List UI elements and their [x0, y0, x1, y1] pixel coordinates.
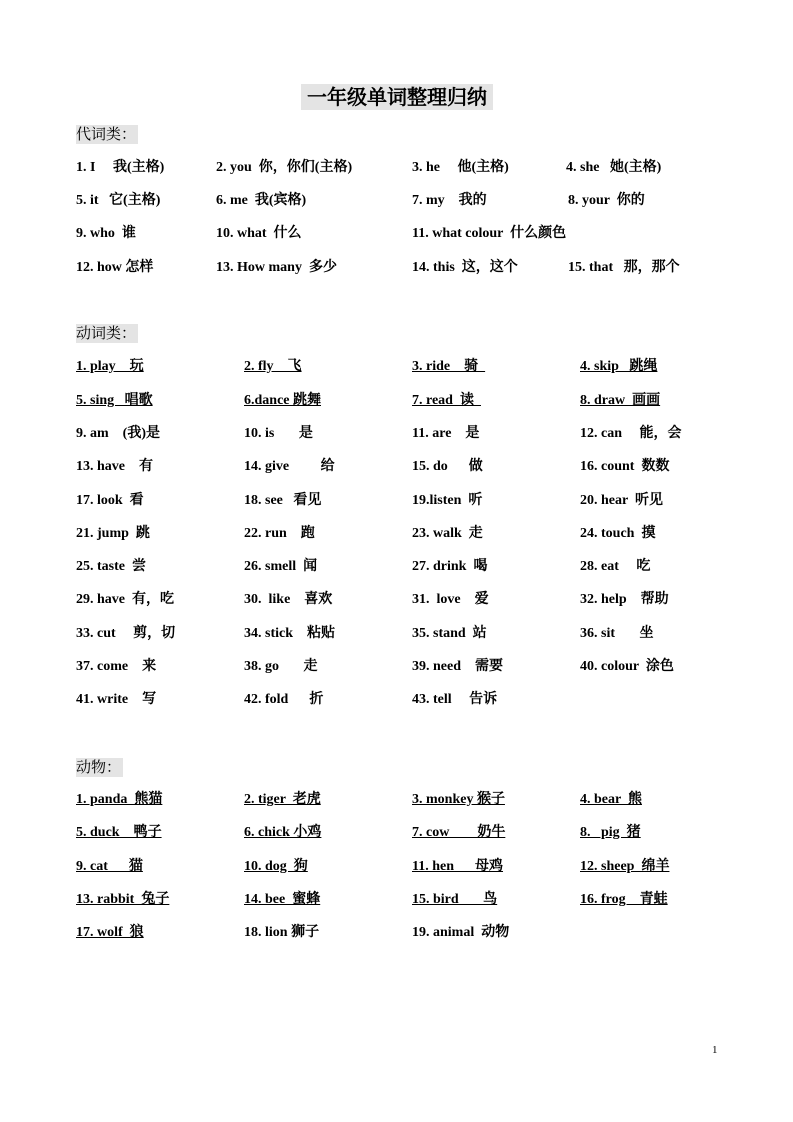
pronoun-12: 12. how 怎样 [76, 260, 154, 275]
animal-item: 5. duck 鸭子 [76, 825, 162, 840]
verb-item: 42. fold 折 [244, 692, 324, 707]
pronoun-8: 8. your 你的 [568, 193, 645, 208]
pronoun-3: 3. he 他(主格) [412, 160, 509, 175]
verb-item: 27. drink 喝 [412, 559, 488, 574]
pronoun-10: 10. what 什么 [216, 226, 302, 241]
pronoun-7: 7. my 我的 [412, 193, 487, 208]
animal-item: 1. panda 熊猫 [76, 792, 163, 807]
pronoun-1: 1. I 我(主格) [76, 160, 165, 175]
verb-item: 9. am (我)是 [76, 426, 160, 441]
pronoun-6: 6. me 我(宾格) [216, 193, 307, 208]
verb-item: 15. do 做 [412, 459, 483, 474]
verb-item: 31. love 爱 [412, 592, 489, 607]
verb-item: 38. go 走 [244, 659, 318, 674]
animal-item: 12. sheep 绵羊 [580, 859, 670, 874]
verb-item: 13. have 有 [76, 459, 153, 474]
verb-item: 19.listen 听 [412, 493, 483, 508]
pronoun-13: 13. How many 多少 [216, 260, 337, 275]
verb-item: 17. look 看 [76, 493, 144, 508]
verb-item: 26. smell 闻 [244, 559, 318, 574]
verb-item: 34. stick 粘贴 [244, 626, 335, 641]
pronoun-14: 14. this 这，这个 [412, 260, 518, 275]
page-number: 1 [712, 1044, 718, 1056]
verb-item: 8. draw 画画 [580, 393, 661, 408]
verb-item: 37. come 来 [76, 659, 157, 674]
pronoun-5: 5. it 它(主格) [76, 193, 161, 208]
animal-item: 9. cat 猫 [76, 859, 143, 874]
verb-item: 1. play 玩 [76, 359, 144, 374]
pronoun-4: 4. she 她(主格) [566, 160, 662, 175]
pronoun-9: 9. who 谁 [76, 226, 136, 241]
verb-item: 21. jump 跳 [76, 526, 150, 541]
verb-item: 6.dance 跳舞 [244, 393, 321, 408]
animal-item: 18. lion 狮子 [244, 925, 320, 940]
verb-item: 3. ride 骑 [412, 359, 486, 374]
page-title: 一年级单词整理归纳 [301, 84, 493, 110]
verb-item: 25. taste 尝 [76, 559, 146, 574]
verb-item: 18. see 看见 [244, 493, 322, 508]
animal-item: 16. frog 青蛙 [580, 892, 668, 907]
animal-item: 3. monkey 猴子 [412, 792, 505, 807]
verb-item: 5. sing 唱歌 [76, 393, 153, 408]
verb-item: 36. sit 坐 [580, 626, 654, 641]
verb-item: 24. touch 摸 [580, 526, 656, 541]
verb-item: 35. stand 站 [412, 626, 487, 641]
verb-item: 29. have 有，吃 [76, 592, 174, 607]
verb-item: 33. cut 剪，切 [76, 626, 176, 641]
animal-item: 11. hen 母鸡 [412, 859, 504, 874]
verb-item: 14. give 给 [244, 459, 335, 474]
animal-item: 14. bee 蜜蜂 [244, 892, 321, 907]
section-heading-pronouns: 代词类： [76, 125, 137, 143]
verb-item: 23. walk 走 [412, 526, 483, 541]
animal-item: 17. wolf 狼 [76, 925, 144, 940]
verb-item: 11. are 是 [412, 426, 480, 441]
pronoun-11: 11. what colour 什么颜色 [412, 226, 567, 241]
verb-item: 22. run 跑 [244, 526, 315, 541]
verb-item: 40. colour 涂色 [580, 659, 674, 674]
verb-item: 39. need 需要 [412, 659, 503, 674]
animal-item: 7. cow 奶牛 [412, 825, 506, 840]
verb-item: 10. is 是 [244, 426, 313, 441]
verb-item: 43. tell 告诉 [412, 692, 498, 707]
section-heading-animals: 动物： [76, 758, 122, 776]
verb-item: 16. count 数数 [580, 459, 670, 474]
pronoun-2: 2. you 你，你们(主格) [216, 160, 353, 175]
animal-item: 8. pig 猪 [580, 825, 641, 840]
verb-item: 20. hear 听见 [580, 493, 663, 508]
verb-item: 41. write 写 [76, 692, 157, 707]
verb-item: 28. eat 吃 [580, 559, 651, 574]
animal-item: 2. tiger 老虎 [244, 792, 321, 807]
animal-item: 6. chick 小鸡 [244, 825, 322, 840]
verb-item: 32. help 帮助 [580, 592, 669, 607]
verb-item: 2. fly 飞 [244, 359, 302, 374]
animal-item: 4. bear 熊 [580, 792, 642, 807]
animal-item: 10. dog 狗 [244, 859, 308, 874]
pronoun-15: 15. that 那，那个 [568, 260, 680, 275]
animal-item: 15. bird 鸟 [412, 892, 498, 907]
verb-item: 12. can 能，会 [580, 426, 682, 441]
verb-item: 4. skip 跳绳 [580, 359, 658, 374]
verb-item: 7. read 读 [412, 393, 481, 408]
verb-item: 30. like 喜欢 [244, 592, 333, 607]
animal-item: 13. rabbit 兔子 [76, 892, 170, 907]
animal-item: 19. animal 动物 [412, 925, 510, 940]
section-heading-verbs: 动词类： [76, 324, 137, 342]
